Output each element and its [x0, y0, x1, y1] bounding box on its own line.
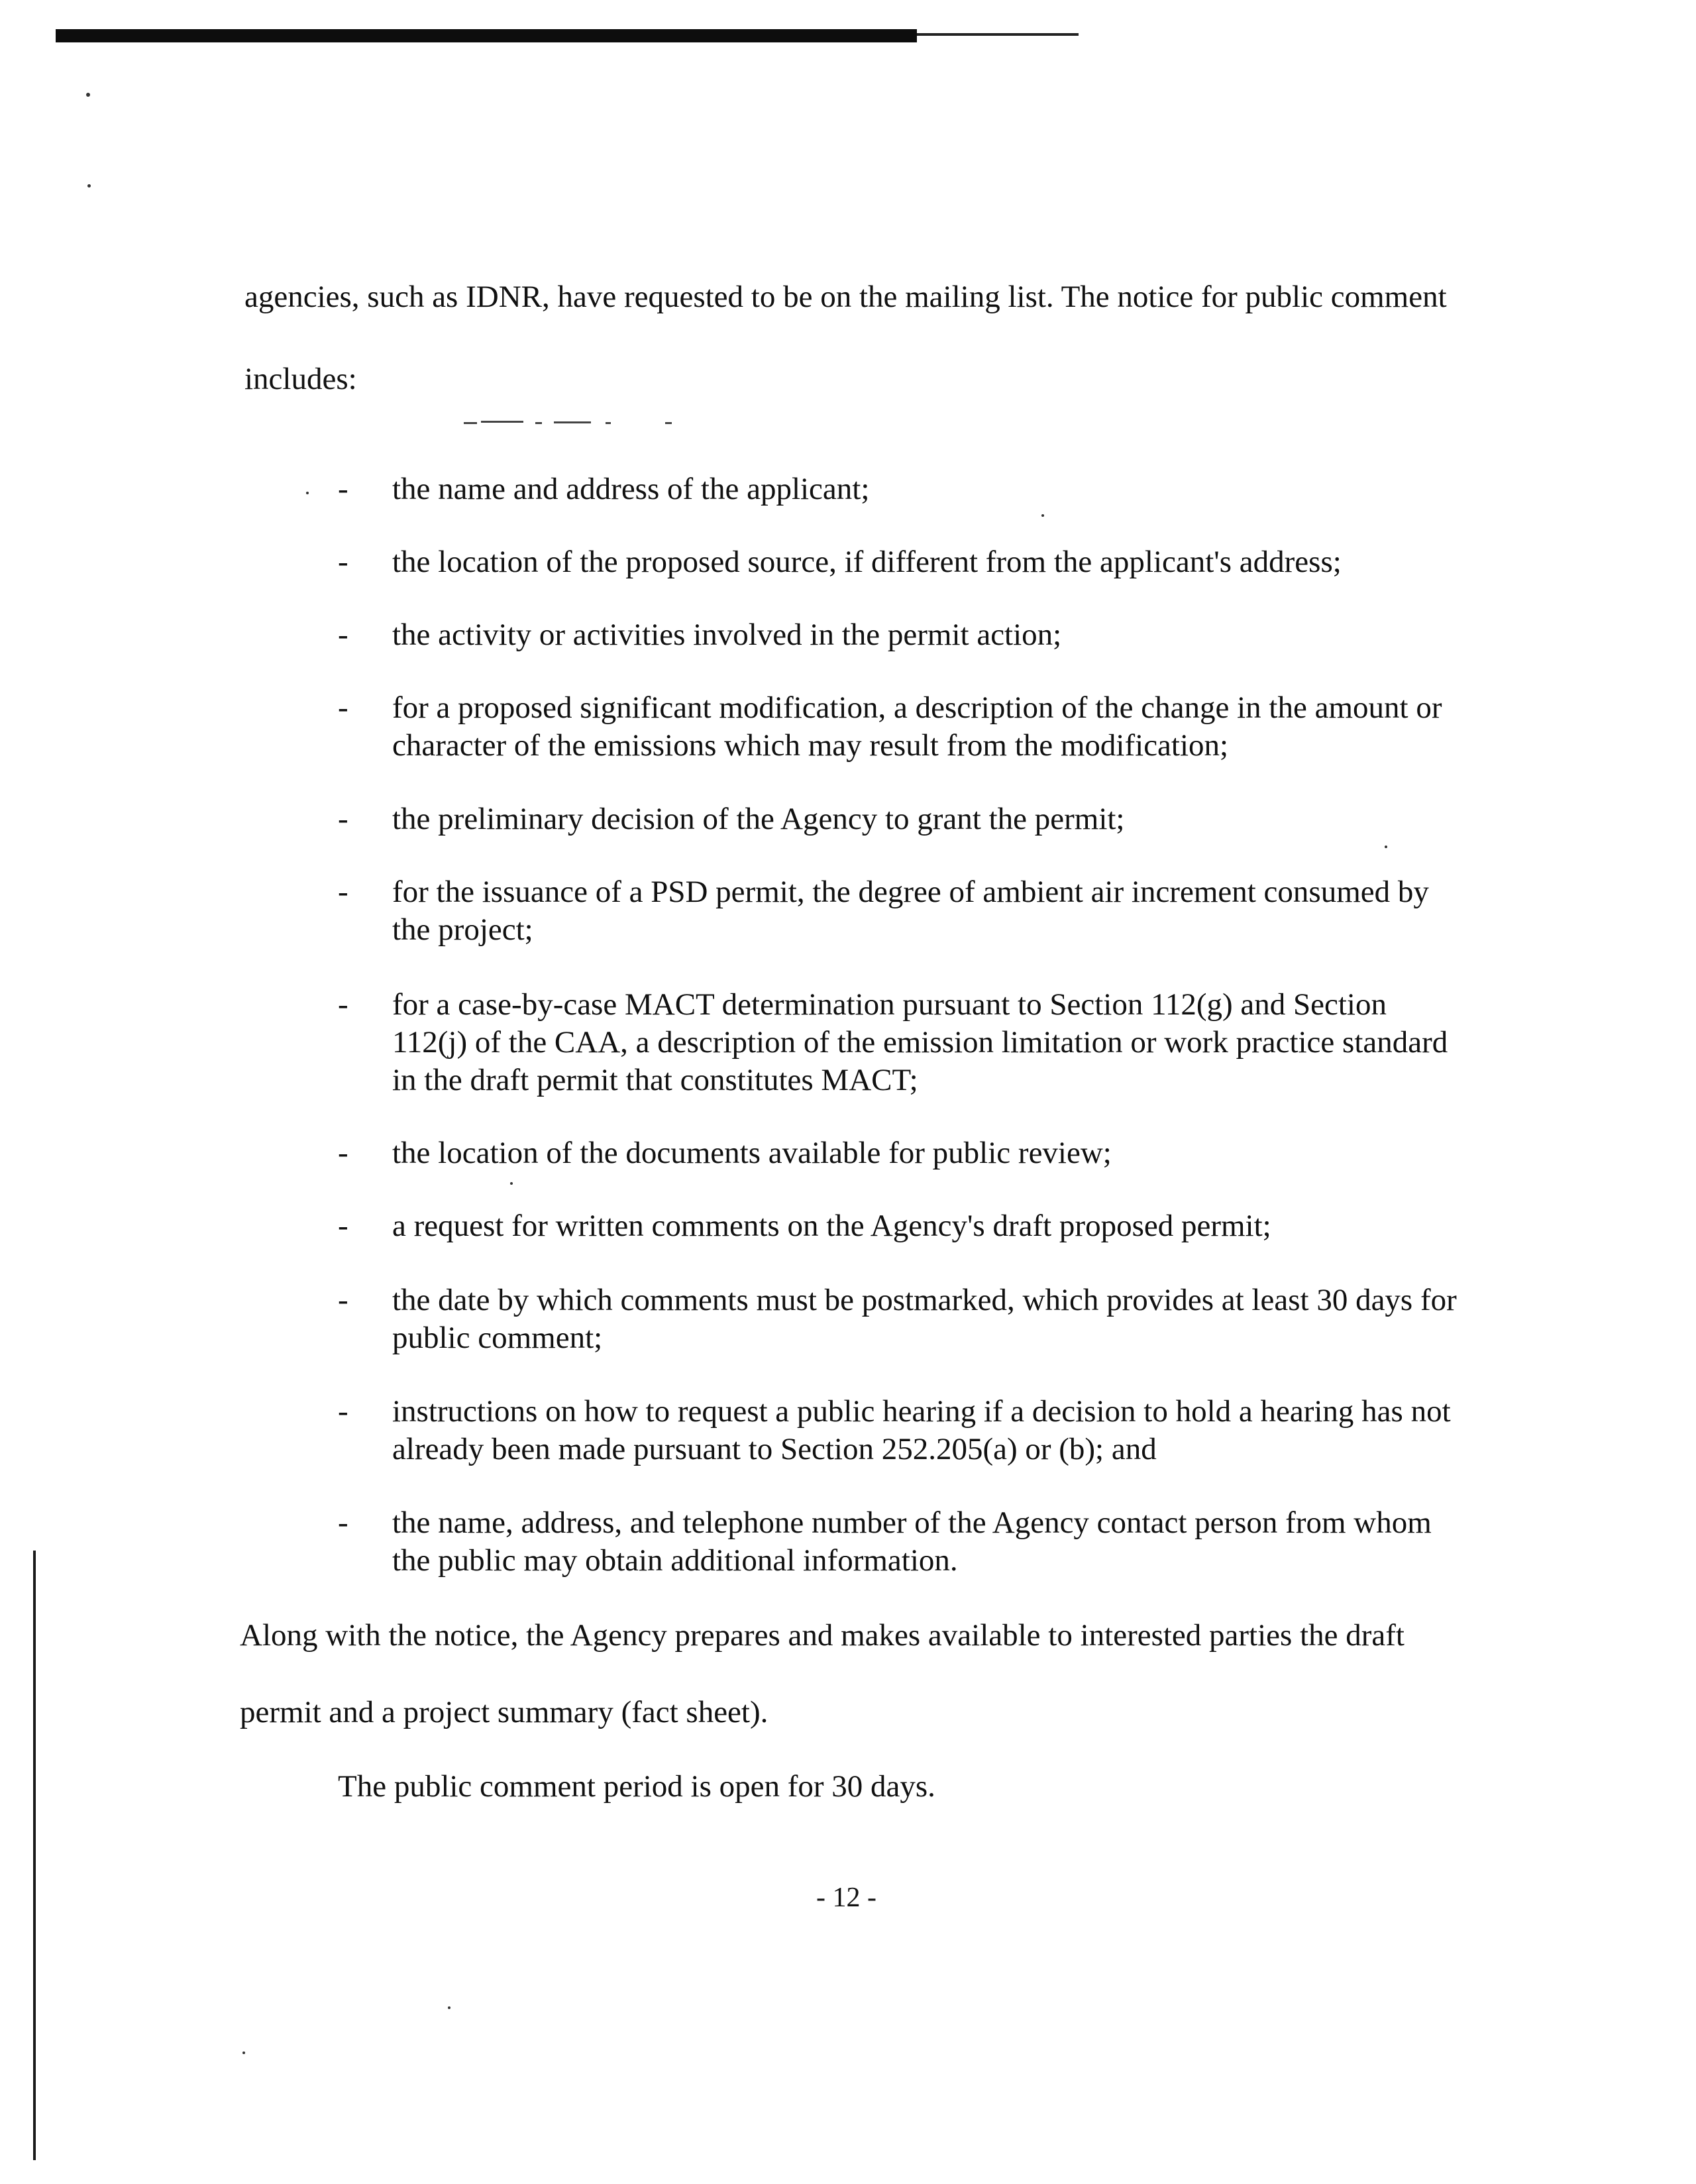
scan-speck: [1385, 846, 1387, 848]
bullet-dash: -: [338, 987, 348, 1022]
list-item-text: the activity or activities involved in the permit action;: [392, 618, 1062, 652]
scan-smudge: [464, 420, 689, 427]
scan-speck: [510, 1182, 513, 1185]
list-item-text: instructions on how to request a public hearing if a decision to hold a hearing has not already been made pursuant to Section 252.205(a) or (b); and: [392, 1394, 1451, 1466]
intro-line-2: includes:: [244, 362, 357, 396]
closing-line-1: Along with the notice, the Agency prepares and makes available to interested parties the draft: [240, 1618, 1404, 1653]
comment-period-text: The public comment period is open for 30 days.: [338, 1769, 935, 1804]
bullet-dash: -: [338, 1394, 348, 1429]
list-item-text: the location of the documents available for public review;: [392, 1136, 1112, 1170]
bullet-dash: -: [338, 1283, 348, 1317]
list-item-text: a request for written comments on the Agency's draft proposed permit;: [392, 1209, 1271, 1243]
bullet-dash: -: [338, 1209, 348, 1243]
scan-edge-bar: [56, 29, 917, 42]
scan-left-rule: [33, 1551, 36, 2160]
bullet-dash: -: [338, 1136, 348, 1170]
scan-speck: [242, 2051, 245, 2054]
bullet-dash: -: [338, 472, 348, 506]
list-item-text: the name and address of the applicant;: [392, 472, 870, 506]
scan-speck: [448, 2006, 450, 2009]
bullet-dash: -: [338, 545, 348, 579]
list-item-text: the location of the proposed source, if different from the applicant's address;: [392, 545, 1342, 579]
scan-speck: [1041, 514, 1044, 517]
scan-speck: [87, 184, 91, 188]
bullet-dash: -: [338, 690, 348, 725]
scan-speck: [86, 93, 90, 97]
bullet-dash: -: [338, 802, 348, 836]
list-item-text: the date by which comments must be postmarked, which provides at least 30 days for public comment;: [392, 1283, 1457, 1355]
intro-line-1: agencies, such as IDNR, have requested to be on the mailing list. The notice for public comment: [244, 280, 1447, 314]
list-item-text: the preliminary decision of the Agency to grant the permit;: [392, 802, 1125, 836]
scan-edge-line: [917, 33, 1079, 36]
bullet-dash: -: [338, 1505, 348, 1540]
list-item-text: the name, address, and telephone number of the Agency contact person from whom the public may obtain additional information.: [392, 1505, 1432, 1578]
bullet-dash: -: [338, 618, 348, 652]
closing-line-2: permit and a project summary (fact sheet).: [240, 1695, 768, 1729]
scan-speck: [306, 492, 309, 494]
bullet-dash: -: [338, 875, 348, 909]
list-item-text: for the issuance of a PSD permit, the degree of ambient air increment consumed by the project;: [392, 875, 1429, 947]
page-number: - 12 -: [816, 1883, 876, 1913]
list-item-text: for a proposed significant modification, a description of the change in the amount or character of the emissions which may result from the modification;: [392, 690, 1442, 763]
list-item-text: for a case-by-case MACT determination pursuant to Section 112(g) and Section 112(j) of the CAA, a description of the emission limitation or work practice standard in the draft permit that constitutes MACT;: [392, 987, 1448, 1097]
